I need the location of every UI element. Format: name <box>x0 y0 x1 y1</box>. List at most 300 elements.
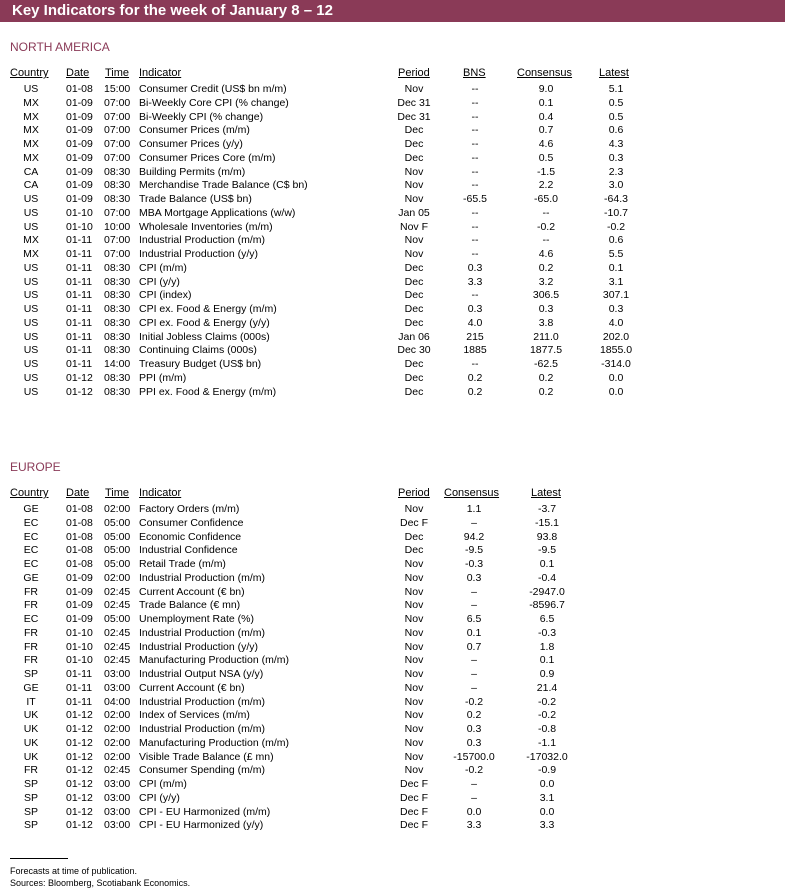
cell-period: Dec F <box>399 791 429 804</box>
cell-latest: 0.5 <box>608 96 624 109</box>
cell-consensus: 0.3 <box>466 723 482 735</box>
cell-time: 07:00 <box>104 234 131 247</box>
cell-latest: 0.6 <box>608 124 624 137</box>
cell-bns: -- <box>471 179 479 192</box>
cell-period: Nov <box>404 736 424 749</box>
cell-country: UK <box>23 736 39 749</box>
table-row <box>0 137 785 151</box>
cell-country: US <box>23 220 39 233</box>
cell-bns: 0.3 <box>467 261 483 274</box>
cell-period: Dec F <box>399 819 429 832</box>
cell-bns: -- <box>471 234 479 247</box>
table-row <box>0 82 785 96</box>
cell-time: 10:00 <box>104 220 131 233</box>
cell-country: US <box>23 261 39 274</box>
cell-date: 01-12 <box>66 750 93 763</box>
cell-consensus: 9.0 <box>538 83 554 95</box>
table-row <box>0 110 785 124</box>
cell-time: 08:30 <box>104 385 131 398</box>
cell-indicator: CPI - EU Harmonized (m/m) <box>139 805 271 818</box>
cell-indicator: CPI ex. Food & Energy (y/y) <box>139 316 270 329</box>
cell-date: 01-12 <box>66 736 93 749</box>
cell-date: 01-12 <box>66 723 93 735</box>
cell-consensus: -- <box>542 206 550 219</box>
cell-indicator: Trade Balance (US$ bn) <box>139 193 252 205</box>
cell-date: 01-08 <box>66 558 93 570</box>
cell-consensus: 0.2 <box>466 709 482 722</box>
cell-time: 08:30 <box>104 330 131 343</box>
cell-date: 01-11 <box>66 344 93 357</box>
cell-consensus: 0.0 <box>466 805 482 818</box>
cell-country: MX <box>23 96 39 109</box>
cell-bns: -- <box>471 83 479 95</box>
cell-period: Nov <box>404 681 424 694</box>
cell-country: FR <box>24 640 38 653</box>
cell-latest: -9.5 <box>537 544 557 557</box>
cell-time: 05:00 <box>104 530 131 543</box>
cell-consensus: 6.5 <box>466 613 482 625</box>
cell-consensus: – <box>471 585 477 598</box>
col-header-country: Country <box>10 67 49 79</box>
cell-bns: -- <box>471 96 479 109</box>
cell-consensus: – <box>471 516 477 529</box>
cell-time: 02:45 <box>104 626 131 639</box>
cell-country: EC <box>23 530 39 543</box>
cell-latest: 0.3 <box>608 303 624 315</box>
table-row <box>0 316 785 330</box>
cell-period: Nov <box>404 571 424 584</box>
cell-latest: 5.1 <box>608 83 624 95</box>
cell-latest: -1.1 <box>537 736 557 749</box>
cell-period: Nov <box>404 654 424 667</box>
cell-time: 02:00 <box>104 571 131 584</box>
cell-country: US <box>23 371 39 384</box>
cell-latest: -3.7 <box>537 503 557 515</box>
cell-latest: 307.1 <box>602 289 630 302</box>
cell-consensus: – <box>471 681 477 694</box>
table-row <box>0 165 785 179</box>
cell-time: 07:00 <box>104 138 131 150</box>
cell-date: 01-11 <box>66 248 93 260</box>
cell-consensus: 1.1 <box>466 503 482 515</box>
table-row <box>0 151 785 165</box>
cell-indicator: Visible Trade Balance (£ mn) <box>139 750 274 763</box>
table-row <box>0 750 785 764</box>
cell-consensus: – <box>471 791 477 804</box>
col-header-latest: Latest <box>531 487 561 499</box>
table-row <box>0 777 785 791</box>
col-header-period: Period <box>398 487 430 499</box>
table-row <box>0 667 785 681</box>
cell-indicator: Treasury Budget (US$ bn) <box>139 358 262 370</box>
cell-period: Dec <box>404 316 424 329</box>
cell-country: SP <box>23 805 39 818</box>
cell-country: CA <box>23 179 39 192</box>
cell-time: 03:00 <box>104 668 131 680</box>
cell-period: Dec <box>404 275 424 288</box>
cell-date: 01-10 <box>66 654 93 667</box>
cell-latest: 6.5 <box>539 613 555 625</box>
cell-consensus: 0.3 <box>538 303 554 315</box>
cell-period: Nov <box>404 234 424 247</box>
cell-date: 01-12 <box>66 709 93 722</box>
cell-bns: -- <box>471 110 479 123</box>
cell-time: 02:00 <box>104 750 131 763</box>
col-header-indicator: Indicator <box>139 487 182 499</box>
cell-country: GE <box>23 571 39 584</box>
cell-date: 01-08 <box>66 530 93 543</box>
table-row <box>0 96 785 110</box>
cell-consensus: – <box>471 668 477 680</box>
cell-country: MX <box>23 124 39 137</box>
table-row <box>0 571 785 585</box>
cell-period: Nov <box>404 503 424 515</box>
cell-period: Dec F <box>399 516 429 529</box>
cell-date: 01-12 <box>66 791 93 804</box>
cell-time: 02:45 <box>104 599 131 612</box>
col-header-country: Country <box>10 487 49 499</box>
table-row <box>0 330 785 344</box>
cell-date: 01-11 <box>66 316 93 329</box>
cell-bns: 3.3 <box>467 275 483 288</box>
cell-consensus: – <box>471 654 477 667</box>
cell-period: Nov <box>404 179 424 192</box>
cell-indicator: Consumer Confidence <box>139 516 244 529</box>
cell-period: Jan 05 <box>398 206 430 219</box>
cell-date: 01-09 <box>66 124 93 137</box>
cell-date: 01-11 <box>66 261 93 274</box>
table-row <box>0 626 785 640</box>
cell-indicator: Index of Services (m/m) <box>139 709 250 722</box>
cell-bns: 0.2 <box>467 385 483 398</box>
cell-indicator: Factory Orders (m/m) <box>139 503 240 515</box>
cell-consensus: -0.2 <box>536 220 556 233</box>
cell-time: 02:45 <box>104 585 131 598</box>
cell-indicator: Industrial Output NSA (y/y) <box>139 668 264 680</box>
cell-period: Dec <box>404 371 424 384</box>
table-row <box>0 598 785 612</box>
cell-consensus: 4.6 <box>538 248 554 260</box>
cell-indicator: CPI (index) <box>139 289 192 302</box>
cell-country: SP <box>23 668 39 680</box>
cell-country: US <box>23 83 39 95</box>
cell-indicator: Bi-Weekly Core CPI (% change) <box>139 96 289 109</box>
cell-consensus: 0.1 <box>466 626 482 639</box>
cell-consensus: 4.6 <box>538 138 554 150</box>
table-row <box>0 247 785 261</box>
cell-period: Nov <box>404 750 424 763</box>
cell-country: US <box>23 206 39 219</box>
cell-country: UK <box>23 750 39 763</box>
cell-indicator: Merchandise Trade Balance (C$ bn) <box>139 179 308 192</box>
cell-period: Dec 31 <box>397 96 431 109</box>
cell-country: UK <box>23 709 39 722</box>
cell-time: 03:00 <box>104 681 131 694</box>
cell-time: 02:00 <box>104 736 131 749</box>
cell-period: Dec <box>404 289 424 302</box>
cell-period: Dec <box>404 124 424 137</box>
cell-latest: -15.1 <box>535 516 559 529</box>
page-title: Key Indicators for the week of January 8 – 12 <box>0 0 785 22</box>
cell-time: 07:00 <box>104 96 131 109</box>
cell-period: Jan 06 <box>398 330 430 343</box>
cell-latest: -0.2 <box>606 220 626 233</box>
cell-latest: 0.0 <box>539 805 555 818</box>
section-heading-north-america: NORTH AMERICA <box>10 40 110 54</box>
cell-latest: 93.8 <box>536 530 558 543</box>
cell-consensus: 0.2 <box>538 261 554 274</box>
table-row <box>0 220 785 234</box>
table-row <box>0 502 785 516</box>
cell-latest: 0.1 <box>539 558 555 570</box>
cell-latest: -0.2 <box>537 709 557 722</box>
cell-time: 02:45 <box>104 764 131 777</box>
cell-time: 02:00 <box>104 503 131 515</box>
cell-period: Dec 31 <box>397 110 431 123</box>
table-row <box>0 763 785 777</box>
cell-country: EC <box>23 558 39 570</box>
cell-date: 01-09 <box>66 138 93 150</box>
cell-consensus: 306.5 <box>532 289 560 302</box>
cell-latest: 4.0 <box>608 316 624 329</box>
cell-latest: -8596.7 <box>529 599 565 612</box>
table-row <box>0 653 785 667</box>
cell-consensus: 0.4 <box>538 110 554 123</box>
cell-consensus: -9.5 <box>464 544 484 557</box>
cell-date: 01-10 <box>66 640 93 653</box>
footnote-divider <box>10 858 68 859</box>
cell-time: 03:00 <box>104 778 131 790</box>
cell-time: 07:00 <box>104 110 131 123</box>
cell-latest: 5.5 <box>608 248 624 260</box>
cell-date: 01-09 <box>66 151 93 164</box>
col-header-indicator: Indicator <box>139 67 182 79</box>
cell-period: Dec <box>404 151 424 164</box>
cell-consensus: -0.3 <box>464 558 484 570</box>
cell-consensus: -62.5 <box>534 358 558 370</box>
cell-date: 01-10 <box>66 626 93 639</box>
cell-time: 02:00 <box>104 723 131 735</box>
cell-period: Dec F <box>399 778 429 790</box>
cell-period: Nov <box>404 640 424 653</box>
cell-latest: 3.1 <box>539 791 555 804</box>
cell-date: 01-12 <box>66 778 93 790</box>
cell-country: US <box>23 330 39 343</box>
cell-time: 02:00 <box>104 709 131 722</box>
cell-indicator: Bi-Weekly CPI (% change) <box>139 110 264 123</box>
cell-date: 01-09 <box>66 599 93 612</box>
cell-consensus: 0.1 <box>538 96 554 109</box>
cell-date: 01-09 <box>66 585 93 598</box>
cell-latest: 0.9 <box>539 668 555 680</box>
col-header-date: Date <box>66 67 90 79</box>
cell-latest: 0.0 <box>539 778 555 790</box>
cell-consensus: -1.5 <box>536 165 556 178</box>
cell-indicator: Consumer Credit (US$ bn m/m) <box>139 83 287 95</box>
cell-consensus: 3.2 <box>538 275 554 288</box>
cell-consensus: 0.5 <box>538 151 554 164</box>
cell-indicator: Industrial Production (y/y) <box>139 248 259 260</box>
cell-time: 05:00 <box>104 613 131 625</box>
cell-consensus: -- <box>542 234 550 247</box>
table-row <box>0 530 785 544</box>
cell-latest: -64.3 <box>604 193 628 205</box>
table-row <box>0 736 785 750</box>
cell-country: US <box>23 344 39 357</box>
table-row <box>0 791 785 805</box>
cell-country: EC <box>23 613 39 625</box>
cell-consensus: 211.0 <box>533 330 559 343</box>
cell-country: MX <box>23 138 39 150</box>
cell-time: 15:00 <box>104 83 131 95</box>
cell-latest: -0.3 <box>537 626 557 639</box>
cell-indicator: Wholesale Inventories (m/m) <box>139 220 273 233</box>
cell-bns: -- <box>471 138 479 150</box>
cell-latest: 0.1 <box>608 261 624 274</box>
cell-date: 01-08 <box>66 544 93 557</box>
cell-latest: 1855.0 <box>599 344 633 357</box>
cell-time: 03:00 <box>104 819 131 832</box>
cell-period: Nov <box>404 558 424 570</box>
cell-consensus: -65.0 <box>534 193 558 205</box>
cell-date: 01-11 <box>66 234 93 247</box>
cell-bns: 4.0 <box>467 316 483 329</box>
cell-indicator: Manufacturing Production (m/m) <box>139 654 289 667</box>
cell-latest: -0.9 <box>537 764 557 777</box>
table-row <box>0 261 785 275</box>
cell-period: Dec F <box>399 805 429 818</box>
cell-latest: 3.0 <box>608 179 624 192</box>
cell-indicator: MBA Mortgage Applications (w/w) <box>139 206 296 219</box>
cell-indicator: Economic Confidence <box>139 530 242 543</box>
cell-consensus: -0.2 <box>464 764 484 777</box>
cell-consensus: 0.2 <box>538 371 554 384</box>
col-header-time: Time <box>105 67 130 79</box>
col-header-date: Date <box>66 487 90 499</box>
cell-indicator: CPI (y/y) <box>139 791 180 804</box>
cell-period: Dec <box>404 544 424 557</box>
cell-country: US <box>23 289 39 302</box>
cell-country: US <box>23 358 39 370</box>
cell-indicator: PPI (m/m) <box>139 371 187 384</box>
cell-latest: -10.7 <box>604 206 628 219</box>
col-header-period: Period <box>398 67 430 79</box>
cell-time: 02:45 <box>104 640 131 653</box>
cell-country: MX <box>23 248 39 260</box>
table-row <box>0 681 785 695</box>
cell-latest: 1.8 <box>539 640 555 653</box>
cell-latest: 0.6 <box>608 234 624 247</box>
cell-bns: -- <box>471 151 479 164</box>
cell-time: 08:30 <box>104 371 131 384</box>
cell-date: 01-09 <box>66 110 93 123</box>
cell-country: FR <box>24 764 38 777</box>
cell-bns: -65.5 <box>463 193 487 205</box>
footnote-sources: Sources: Bloomberg, Scotiabank Economics. <box>10 878 191 888</box>
col-header-latest: Latest <box>599 67 629 79</box>
cell-time: 08:30 <box>104 165 131 178</box>
cell-indicator: Current Account (€ bn) <box>139 681 245 694</box>
cell-country: MX <box>23 151 39 164</box>
cell-period: Nov <box>404 764 424 777</box>
cell-period: Dec <box>404 358 424 370</box>
cell-indicator: CPI (y/y) <box>139 275 180 288</box>
cell-indicator: Continuing Claims (000s) <box>139 344 257 357</box>
cell-bns: 0.3 <box>467 303 483 315</box>
cell-date: 01-09 <box>66 193 93 205</box>
cell-consensus: 0.3 <box>466 571 482 584</box>
cell-time: 03:00 <box>104 791 131 804</box>
table-row <box>0 612 785 626</box>
table-row <box>0 206 785 220</box>
cell-date: 01-09 <box>66 165 93 178</box>
cell-consensus: 3.3 <box>466 819 482 832</box>
cell-consensus: -0.2 <box>464 695 484 708</box>
table-row <box>0 192 785 206</box>
cell-latest: 4.3 <box>608 138 624 150</box>
table-row <box>0 695 785 709</box>
cell-time: 07:00 <box>104 248 131 260</box>
cell-period: Nov F <box>399 220 429 233</box>
cell-time: 03:00 <box>104 805 131 818</box>
table-row <box>0 805 785 819</box>
cell-period: Dec <box>404 385 424 398</box>
cell-indicator: CPI (m/m) <box>139 261 187 274</box>
cell-country: GE <box>23 503 39 515</box>
cell-consensus: -15700.0 <box>453 750 495 763</box>
cell-period: Dec <box>404 530 424 543</box>
table-row <box>0 123 785 137</box>
cell-period: Nov <box>404 193 424 205</box>
cell-latest: -0.2 <box>537 695 557 708</box>
col-header-consensus: Consensus <box>517 67 573 79</box>
cell-date: 01-10 <box>66 220 93 233</box>
cell-time: 04:00 <box>104 695 131 708</box>
cell-country: EC <box>23 544 39 557</box>
cell-country: US <box>23 316 39 329</box>
cell-indicator: Consumer Prices Core (m/m) <box>139 151 276 164</box>
cell-date: 01-12 <box>66 819 93 832</box>
cell-period: Nov <box>404 613 424 625</box>
cell-time: 08:30 <box>104 179 131 192</box>
cell-latest: 0.3 <box>608 151 624 164</box>
cell-latest: 2.3 <box>608 165 624 178</box>
cell-indicator: Manufacturing Production (m/m) <box>139 736 289 749</box>
cell-time: 08:30 <box>104 303 131 315</box>
cell-indicator: Consumer Spending (m/m) <box>139 764 266 777</box>
cell-time: 08:30 <box>104 344 131 357</box>
cell-latest: 3.1 <box>608 275 624 288</box>
table-row <box>0 178 785 192</box>
cell-period: Nov <box>404 585 424 598</box>
cell-latest: -17032.0 <box>526 750 568 763</box>
cell-date: 01-11 <box>66 358 93 370</box>
cell-consensus: 0.7 <box>538 124 554 137</box>
table-row <box>0 516 785 530</box>
cell-period: Nov <box>404 695 424 708</box>
cell-indicator: PPI ex. Food & Energy (m/m) <box>139 385 277 398</box>
cell-country: SP <box>23 791 39 804</box>
footnote-forecasts: Forecasts at time of publication. <box>10 866 138 876</box>
cell-latest: -314.0 <box>601 358 631 370</box>
table-row <box>0 708 785 722</box>
cell-bns: -- <box>471 358 479 370</box>
cell-country: GE <box>23 681 39 694</box>
cell-period: Dec 30 <box>397 344 431 357</box>
cell-country: US <box>23 385 39 398</box>
cell-time: 08:30 <box>104 275 131 288</box>
table-row <box>0 371 785 385</box>
